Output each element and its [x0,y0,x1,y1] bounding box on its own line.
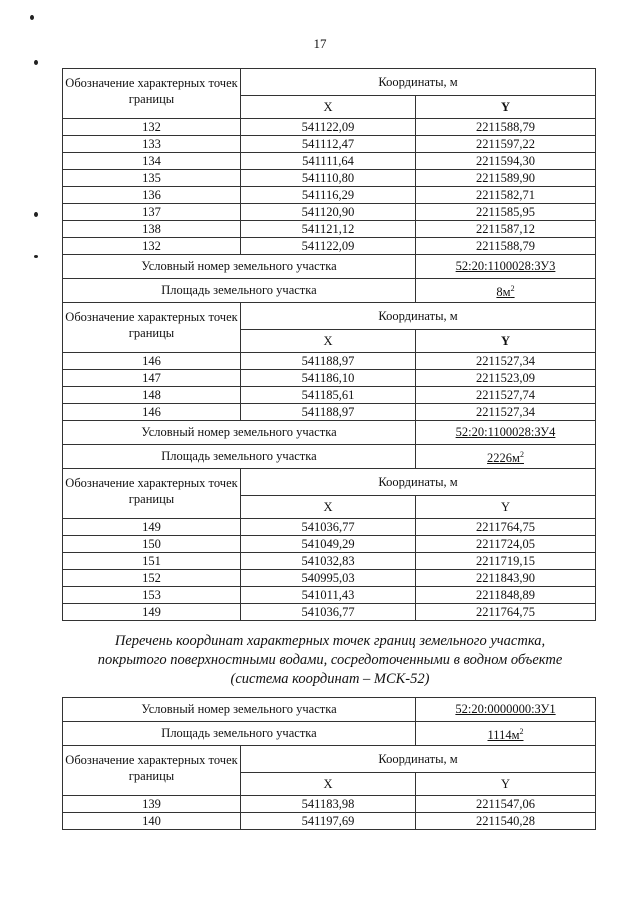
point-id: 135 [63,170,241,187]
area-label: Площадь земельного участка [63,279,416,303]
cadastral-number-label: Условный номер земельного участка [63,255,416,279]
value: 1114м [487,728,520,743]
designation-header: Обозначение характерных точек границы [63,69,241,119]
x-value: 541110,80 [241,170,416,187]
table-row [63,553,596,570]
value-text [488,728,524,742]
table-row [63,170,596,187]
x-value: 541188,97 [241,404,416,421]
x-value: 541032,83 [241,553,416,570]
cadastral-number-label: Условный номер земельного участка [63,698,416,722]
table-row [63,204,596,221]
scan-mark [30,15,34,20]
x-value: 541049,29 [241,536,416,553]
y-value: 2211719,15 [416,553,596,570]
table-row [63,519,596,536]
area-row [63,279,596,303]
y-header: Y [416,773,596,796]
cadastral-number-row [63,255,596,279]
area-row [63,445,596,469]
y-value: 2211589,90 [416,170,596,187]
coordinates-header: Координаты, м [241,469,596,496]
x-header: X [241,330,416,353]
table-row [63,221,596,238]
x-value: 541185,61 [241,387,416,404]
value: 2226м [487,451,520,466]
x-header: X [241,96,416,119]
x-header: X [241,496,416,519]
y-value: 2211764,75 [416,604,596,621]
point-id: 147 [63,370,241,387]
scan-mark [34,212,38,217]
table-row [63,387,596,404]
point-id: 152 [63,570,241,587]
cadastral-number-value [416,421,596,445]
designation-header: Обозначение характерных точек границы [63,746,241,796]
point-id: 139 [63,796,241,813]
point-id: 132 [63,238,241,255]
x-value: 541111,64 [241,153,416,170]
y-value: 2211527,34 [416,404,596,421]
x-value: 541122,09 [241,119,416,136]
header-row [63,469,596,496]
unit-superscript: 2 [519,726,524,736]
x-value: 541036,77 [241,519,416,536]
point-id: 134 [63,153,241,170]
y-value: 2211724,05 [416,536,596,553]
table-row [63,796,596,813]
page-number: 17 [313,36,327,51]
table-row [63,238,596,255]
coordinates-table-1 [62,68,596,621]
point-id: 133 [63,136,241,153]
point-id: 151 [63,553,241,570]
x-value: 541116,29 [241,187,416,204]
area-row [63,722,596,746]
table-row [63,604,596,621]
point-id: 136 [63,187,241,204]
x-value: 541197,69 [241,813,416,830]
table-row [63,370,596,387]
x-value: 541122,09 [241,238,416,255]
x-value: 540995,03 [241,570,416,587]
table-row [63,187,596,204]
unit-superscript: 2 [519,449,524,459]
point-id: 146 [63,404,241,421]
value-text [487,451,524,465]
y-value: 2211588,79 [416,238,596,255]
area-value [416,445,596,469]
point-id: 149 [63,519,241,536]
x-value: 541121,12 [241,221,416,238]
y-value: 2211848,89 [416,587,596,604]
y-value: 2211523,09 [416,370,596,387]
cadastral-number-value [416,255,596,279]
x-value: 541188,97 [241,353,416,370]
table-row [63,813,596,830]
area-label: Площадь земельного участка [63,722,416,746]
point-id: 132 [63,119,241,136]
x-value: 541112,47 [241,136,416,153]
table-row [63,119,596,136]
y-value: 2211597,22 [416,136,596,153]
y-value: 2211547,06 [416,796,596,813]
point-id: 148 [63,387,241,404]
point-id: 149 [63,604,241,621]
point-id: 153 [63,587,241,604]
x-header: X [241,773,416,796]
point-id: 150 [63,536,241,553]
y-value: 2211764,75 [416,519,596,536]
y-header: Y [416,96,596,119]
coordinates-header: Координаты, м [241,746,596,773]
area-label: Площадь земельного участка [63,445,416,469]
value-text [496,285,514,299]
heading-line-3: (система координат – МСК-52) [230,671,430,687]
point-id: 146 [63,353,241,370]
table-row [63,536,596,553]
value: 52:20:0000000:ЗУ1 [455,702,556,716]
point-id: 137 [63,204,241,221]
y-header: Y [416,496,596,519]
area-value [416,279,596,303]
value-text [456,425,556,439]
value-text [455,702,555,716]
header-row [63,746,596,773]
point-id: 138 [63,221,241,238]
header-row [63,303,596,330]
header-row [63,69,596,96]
table-row [63,570,596,587]
table-row [63,153,596,170]
y-value: 2211582,71 [416,187,596,204]
y-value: 2211843,90 [416,570,596,587]
cadastral-number-label: Условный номер земельного участка [63,421,416,445]
y-value: 2211527,34 [416,353,596,370]
y-header: Y [416,330,596,353]
cadastral-number-row [63,698,596,722]
y-value: 2211587,12 [416,221,596,238]
value: 52:20:1100028:ЗУ4 [455,425,556,439]
unit-superscript: 2 [510,283,515,293]
value: 8м [496,285,511,300]
coordinates-header: Координаты, м [241,69,596,96]
x-value: 541036,77 [241,604,416,621]
value: 52:20:1100028:ЗУ3 [455,259,556,273]
point-id: 140 [63,813,241,830]
scan-mark [34,255,38,258]
designation-header: Обозначение характерных точек границы [63,469,241,519]
table-row [63,404,596,421]
section-heading [60,632,600,689]
coordinates-table-2 [62,697,596,830]
table-row [63,587,596,604]
heading-line-1: Перечень координат характерных точек границ земельного участка, [114,633,546,649]
x-value: 541183,98 [241,796,416,813]
x-value: 541011,43 [241,587,416,604]
y-value: 2211585,95 [416,204,596,221]
table-row [63,353,596,370]
value-text [456,259,556,273]
heading-line-2: покрытого поверхностными водами, сосредоточенными в водном объекте [97,652,563,668]
cadastral-number-value [416,698,596,722]
x-value: 541120,90 [241,204,416,221]
scan-mark [34,60,38,65]
x-value: 541186,10 [241,370,416,387]
y-value: 2211594,30 [416,153,596,170]
area-value [416,722,596,746]
y-value: 2211527,74 [416,387,596,404]
y-value: 2211540,28 [416,813,596,830]
coordinates-header: Координаты, м [241,303,596,330]
cadastral-number-row [63,421,596,445]
y-value: 2211588,79 [416,119,596,136]
designation-header: Обозначение характерных точек границы [63,303,241,353]
table-row [63,136,596,153]
